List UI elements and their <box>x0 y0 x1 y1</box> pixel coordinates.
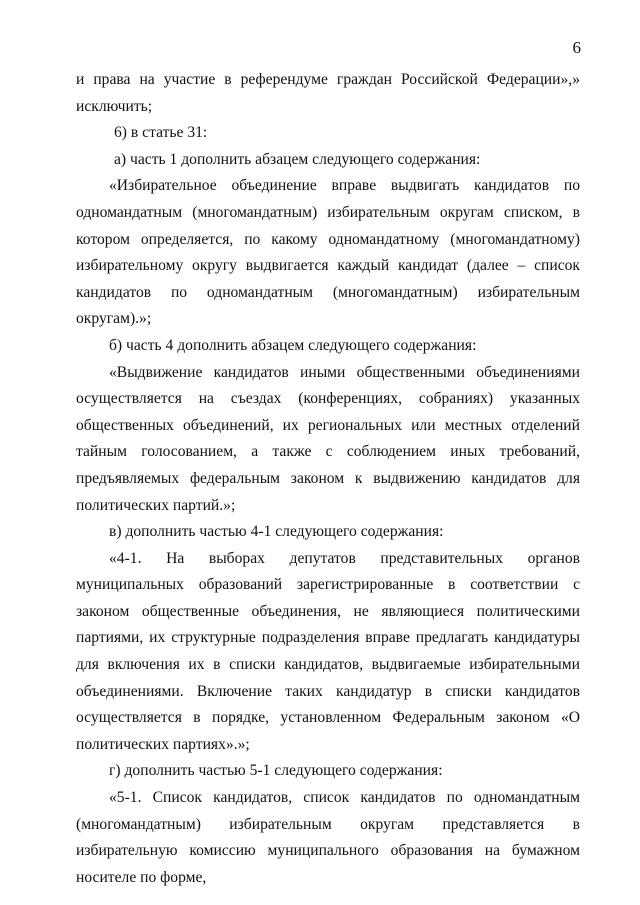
document-body <box>76 67 580 891</box>
page-number: 6 <box>572 38 581 57</box>
paragraph-quote-1: «Избирательное объединение вправе выдвигать кандидатов по одномандатным (многомандатным) избирательным округам списком, в котором определяется, по какому одномандатному (многомандатному) избирательному округу выдвигается каждый кандидат (далее – список кандидатов по одномандатным (многомандатным) избирательным округам).»; <box>76 177 580 328</box>
paragraph-item-6: 6) в статье 31: <box>114 124 208 142</box>
paragraph-subitem-g: г) дополнить частью 5-1 следующего содержания: <box>109 762 443 780</box>
paragraph-subitem-b: б) часть 4 дополнить абзацем следующего содержания: <box>109 336 477 354</box>
paragraph-continuation: и права на участие в референдуме граждан Российской Федерации»,» исключить; <box>76 71 580 115</box>
paragraph-quote-3: «4-1. На выборах депутатов представительных органов муниципальных образований зарегистрированные в соответствии с законом общественные объединения, не являющиеся политическими партиями, их структурные подразделения вправе предлагать кандидатуры для включения их в списки кандидатов, выдвигаемые избирательными объединениями. Включение таких кандидатур в списки кандидатов осуществляется в порядке, установленном Федеральным законом «О политических партиях».»; <box>76 549 580 753</box>
paragraph-quote-2: «Выдвижение кандидатов иными общественными объединениями осуществляется на съездах (конференциях, собраниях) указанных общественных объединений, их региональных или местных отделений тайным голосованием, а также с соблюдением иных требований, предъявляемых федеральным законом к выдвижению кандидатов для политических партий.»; <box>76 363 580 514</box>
paragraph-quote-4: «5-1. Список кандидатов, список кандидатов по одномандатным (многомандатным) избирательным округам представляется в избирательную комиссию муниципального образования на бумажном носителе по форме, <box>76 789 580 886</box>
paragraph-subitem-a: а) часть 1 дополнить абзацем следующего содержания: <box>114 150 481 168</box>
paragraph-subitem-v: в) дополнить частью 4-1 следующего содержания: <box>109 523 444 541</box>
